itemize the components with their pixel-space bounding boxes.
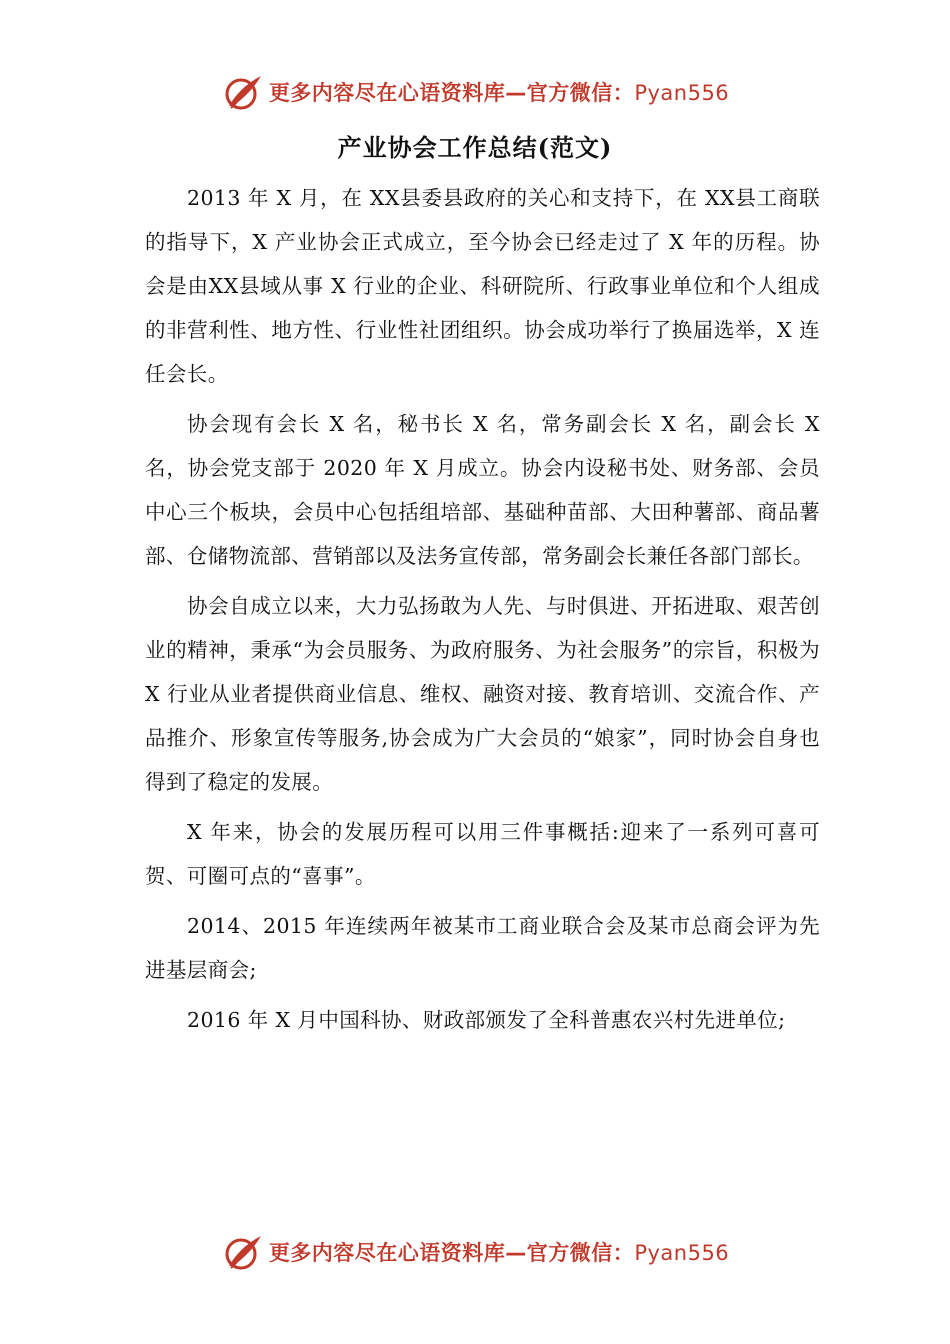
paragraph: 2014、2015 年连续两年被某市工商业联合会及某市总商会评为先进基层商会; xyxy=(145,914,820,982)
quill-pen-logo-icon xyxy=(221,72,265,112)
paragraph: 协会现有会长 X 名，秘书长 X 名，常务副会长 X 名，副会长 X 名，协会党支部于 2020 年 X 月成立。协会内设秘书处、财务部、会员中心三个板块，会员中心包括组培部、基础种苗部、大田种薯部、商品薯部、仓储物流部、营销部以及法务宣传部，常务副会长兼任各部门部长。 xyxy=(145,412,820,568)
footer-banner xyxy=(0,1230,950,1274)
banner-text: 更多内容尽在心语资料库—官方微信：Pyan556 xyxy=(268,1241,730,1265)
document-body xyxy=(145,176,820,1048)
document-title: 产业协会工作总结(范文) xyxy=(337,133,613,162)
wechat-id: Pyan556 xyxy=(634,1241,730,1265)
wechat-id: Pyan556 xyxy=(634,81,730,105)
banner-text: 更多内容尽在心语资料库—官方微信：Pyan556 xyxy=(268,81,730,105)
paragraph: 协会自成立以来，大力弘扬敢为人先、与时俱进、开拓进取、艰苦创业的精神，秉承“为会员服务、为政府服务、为社会服务”的宗旨，积极为 X 行业从业者提供商业信息、维权、融资对接、教育培训、交流合作、产品推介、形象宣传等服务,协会成为广大会员的“娘家”，同时协会自身也得到了稳定的发展。 xyxy=(145,594,820,794)
paragraph: 2016 年 X 月中国科协、财政部颁发了全科普惠农兴村先进单位; xyxy=(187,1008,786,1032)
paragraph: X 年来，协会的发展历程可以用三件事概括:迎来了一系列可喜可贺、可圈可点的“喜事”。 xyxy=(145,820,820,888)
quill-pen-logo-icon xyxy=(221,1232,265,1272)
paragraph: 2013 年 X 月，在 XX县委县政府的关心和支持下，在 XX县工商联的指导下，X 产业协会正式成立，至今协会已经走过了 X 年的历程。协会是由XX县域从事 X 行业的企业、科研院所、行政事业单位和个人组成的非营利性、地方性、行业性社团组织。协会成功举行了换届选举，X 连任会长。 xyxy=(145,186,820,386)
header-banner xyxy=(0,70,950,114)
